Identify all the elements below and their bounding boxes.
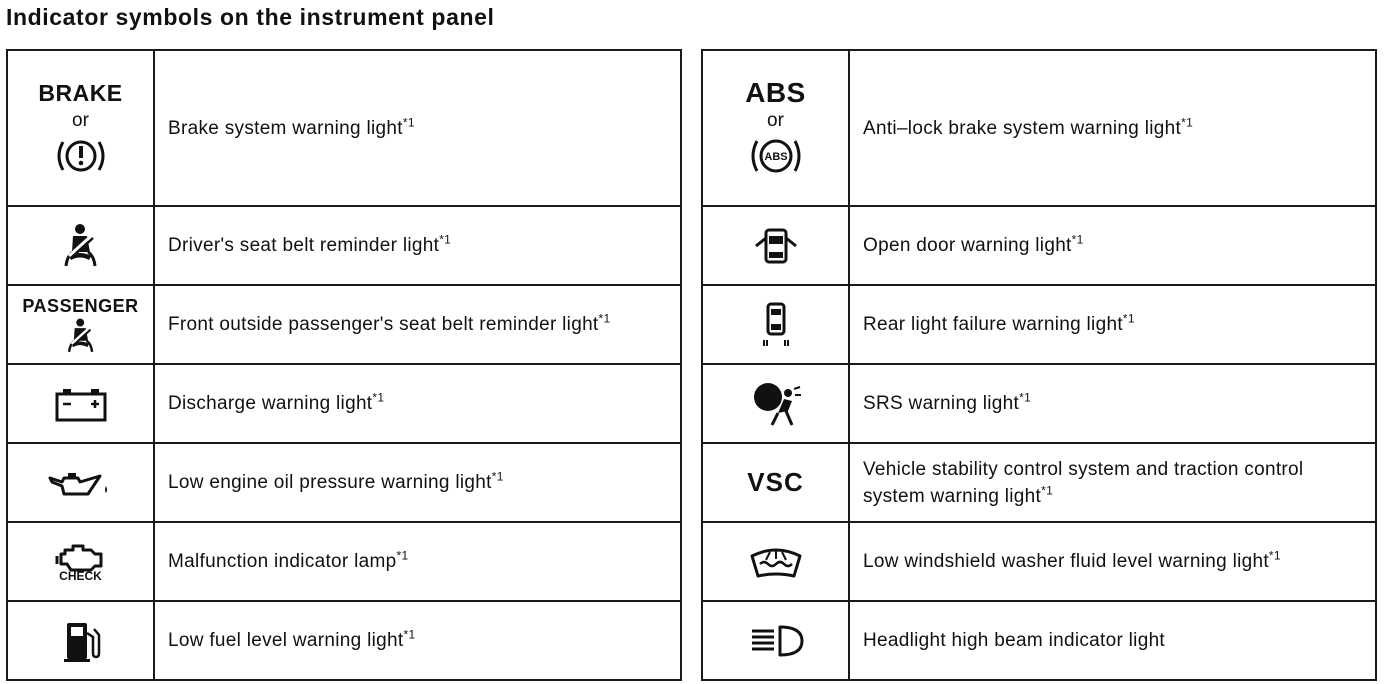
symbol-cell <box>702 50 849 206</box>
table-row <box>7 50 681 206</box>
abs-icon-text: ABS <box>763 151 788 163</box>
desc-text: Rear light failure warning light <box>863 314 1123 335</box>
desc-text: Low engine oil pressure warning light <box>168 472 492 493</box>
desc-text: Discharge warning light <box>168 393 373 414</box>
or-label: or <box>767 110 784 131</box>
high-beam-icon <box>746 623 806 659</box>
footnote: *1 <box>396 548 409 563</box>
desc-text: Headlight high beam indicator light <box>863 630 1166 651</box>
footnote: *1 <box>1041 483 1054 498</box>
footnote: *1 <box>402 115 415 130</box>
footnote: *1 <box>1071 232 1084 247</box>
abs-label: ABS <box>745 77 806 108</box>
passenger-seat-belt-icon <box>62 317 100 355</box>
description-cell <box>849 364 1376 443</box>
desc-text: Low windshield washer fluid level warning light <box>863 551 1269 572</box>
description-cell <box>154 522 681 601</box>
table-row <box>702 206 1376 285</box>
footnote: *1 <box>1122 311 1135 326</box>
symbol-cell <box>702 522 849 601</box>
table-row <box>7 522 681 601</box>
open-door-icon <box>752 226 800 266</box>
footnote: *1 <box>439 232 452 247</box>
table-row <box>702 285 1376 364</box>
symbol-cell <box>7 50 154 206</box>
desc-text: Open door warning light <box>863 235 1072 256</box>
description-cell <box>154 206 681 285</box>
check-label: CHECK <box>59 569 102 583</box>
battery-icon <box>53 386 109 422</box>
footnote: *1 <box>491 469 504 484</box>
table-row <box>7 364 681 443</box>
rear-light-icon <box>752 300 800 350</box>
table-row <box>7 601 681 680</box>
symbol-cell <box>7 364 154 443</box>
description-cell <box>154 285 681 364</box>
fuel-pump-icon <box>61 619 101 663</box>
brake-warning-icon <box>53 134 109 178</box>
description-cell <box>154 364 681 443</box>
srs-airbag-icon <box>748 379 804 429</box>
seat-belt-icon <box>57 222 105 270</box>
desc-text: Anti–lock brake system warning light <box>863 117 1182 139</box>
table-row <box>702 50 1376 206</box>
engine-icon <box>55 540 107 572</box>
description-cell <box>154 443 681 522</box>
symbol-cell <box>702 443 849 522</box>
table-row <box>702 522 1376 601</box>
description-cell <box>154 601 681 680</box>
or-label: or <box>72 110 89 131</box>
table-row <box>7 206 681 285</box>
footnote: *1 <box>1181 115 1194 130</box>
footnote: *1 <box>372 390 385 405</box>
desc-text: Driver's seat belt reminder light <box>168 235 440 256</box>
description-cell <box>849 601 1376 680</box>
page-title: Indicator symbols on the instrument panel <box>6 4 495 30</box>
symbol-cell <box>7 443 154 522</box>
table-row <box>7 443 681 522</box>
table-row <box>7 285 681 364</box>
description-cell <box>849 522 1376 601</box>
vsc-label: VSC <box>747 467 804 497</box>
description-cell <box>849 50 1376 206</box>
description-cell <box>849 285 1376 364</box>
desc-text: Brake system warning light <box>168 117 403 139</box>
desc-text: Malfunction indicator lamp <box>168 551 397 572</box>
passenger-label: PASSENGER <box>22 295 139 316</box>
table-row <box>702 364 1376 443</box>
footnote: *1 <box>598 311 611 326</box>
symbol-cell <box>702 206 849 285</box>
indicator-table-right <box>701 49 1377 681</box>
description-cell <box>849 443 1376 522</box>
table-row <box>702 601 1376 680</box>
footnote: *1 <box>1019 390 1032 405</box>
description-cell <box>154 50 681 206</box>
symbol-cell <box>7 522 154 601</box>
desc-text: Low fuel level warning light <box>168 630 404 651</box>
symbol-cell <box>702 364 849 443</box>
indicator-table-left <box>6 49 682 681</box>
oil-can-icon <box>48 466 114 500</box>
desc-text: Front outside passenger's seat belt reminder light <box>168 314 599 335</box>
symbol-cell <box>702 285 849 364</box>
footnote: *1 <box>403 627 416 642</box>
desc-text: Vehicle stability control system and traction control system warning light <box>863 458 1304 507</box>
footnote: *1 <box>1268 548 1281 563</box>
desc-text: SRS warning light <box>863 393 1020 414</box>
abs-circle-icon <box>746 134 806 178</box>
symbol-cell <box>702 601 849 680</box>
symbol-cell <box>7 285 154 364</box>
symbol-cell <box>7 601 154 680</box>
symbol-cell <box>7 206 154 285</box>
washer-fluid-icon <box>748 542 804 582</box>
description-cell <box>849 206 1376 285</box>
brake-label: BRAKE <box>38 80 123 106</box>
table-row <box>702 443 1376 522</box>
